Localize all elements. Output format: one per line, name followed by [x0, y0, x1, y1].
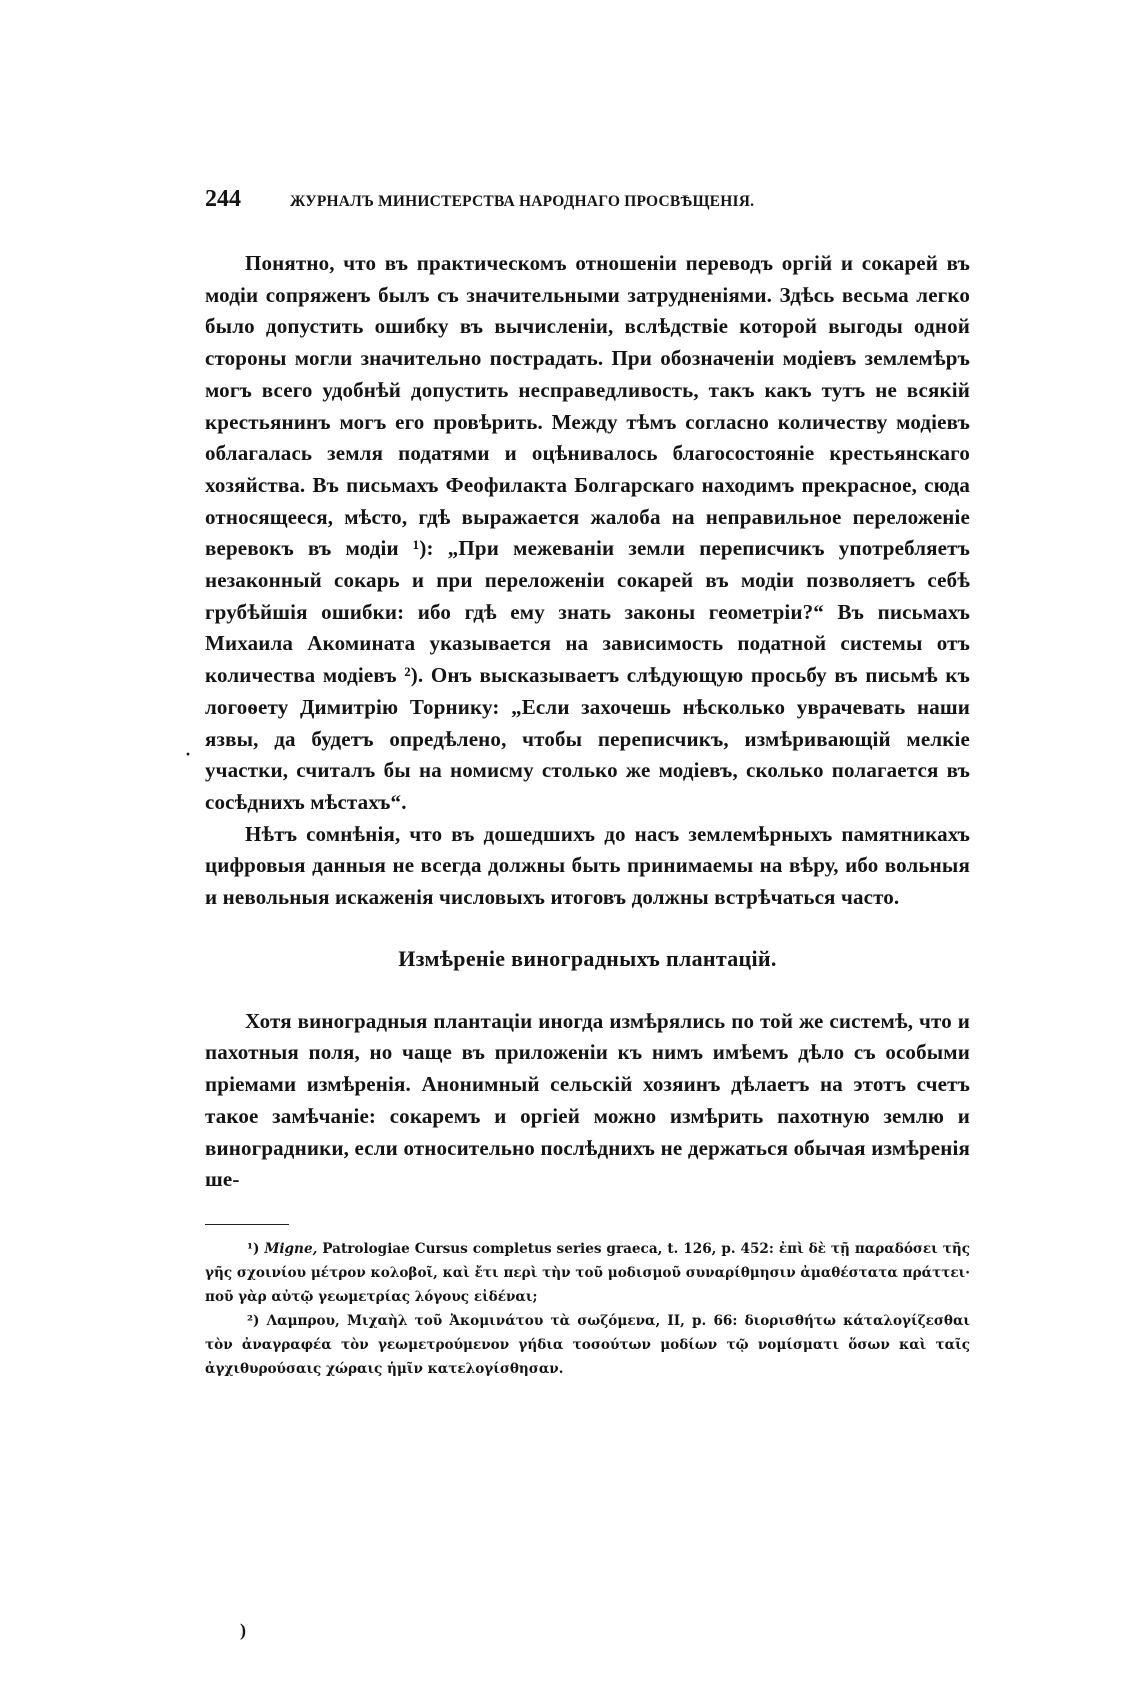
paragraph: Понятно, что въ практическомъ отношеніи переводъ оргій и сокарей въ модіи сопряженъ былъ съ значительными затрудненіями. Здѣсь весьма легко было допустить ошибку въ вычисленіи, вслѣдствіе которой выгоды одной стороны могли значительно пострадать. При обозначеніи модіевъ землемѣръ могъ всего удобнѣй допустить несправедливость, такъ какъ тутъ не всякій крестьянинъ могъ его провѣрить. Между тѣмъ согласно количеству модіевъ облагалась земля податями и оцѣнивалось благосостояніе крестьянскаго хозяйства. Въ письмахъ Феофилакта Болгарскаго находимъ прекрасное, сюда относящееся, мѣсто, гдѣ выражается жалоба на неправильное переложеніе веревокъ въ модіи ¹): „При межеваніи земли переписчикъ употребляетъ незаконный сокарь и при переложеніи сокарей въ модіи позволяетъ себѣ грубѣйшія ошибки: ибо гдѣ ему знать законы геометріи?“ Въ письмахъ Михаила Акомината указывается на зависимость податной системы отъ количества модіевъ ²). Онъ высказываетъ слѣдующую просьбу въ письмѣ къ логоѳету Димитрію Торнику: „Если захочешь нѣсколько уврачевать наши язвы, да будетъ опредѣлено, чтобы переписчикъ, измѣривающій мелкіе участки, считалъ бы на номисму столько же модіевъ, сколько полагается въ сосѣднихъ мѣстахъ“. [205, 251, 970, 814]
section-paragraph: Хотя виноградныя плантаціи иногда измѣрялись по той же системѣ, что и пахотныя поля, но чаще въ приложеніи къ нимъ имѣемъ дѣло съ особыми пріемами измѣренія. Анонимный сельскій хозяинъ дѣлаетъ на этотъ счетъ такое замѣчаніе: сокаремъ и оргіей можно измѣрить пахотную землю и виноградники, если относительно послѣднихъ не держаться обычая измѣренія ше- [205, 1008, 970, 1192]
paragraph: Нѣтъ сомнѣнія, что въ дошедшихъ до насъ землемѣрныхъ памятникахъ цифровыя данныя не всегда должны быть принимаемы на вѣру, ибо вольныя и невольныя искаженія числовыхъ итоговъ должны встрѣчаться часто. [205, 821, 970, 910]
footnote [205, 1237, 970, 1309]
footnote-divider [205, 1224, 289, 1225]
footnote-marker: ²) [247, 1312, 260, 1329]
footnote [205, 1309, 970, 1381]
running-title: ЖУРНАЛЪ МИНИСТЕРСТВА НАРОДНАГО ПРОСВѢЩЕНІЯ. [290, 193, 755, 210]
page-header [205, 186, 970, 218]
page [205, 186, 970, 1381]
page-number: 244 [205, 186, 241, 212]
bottom-mark: ) [240, 1620, 246, 1640]
footnote-text: Patrologiae Cursus completus series graeca, t. 126, p. 452: ἐπὶ δὲ τῇ παραδόσει τῆς γῆς σχοινίου μέτρον κολοβοῖ, καὶ ἔτι περὶ τὴν τοῦ μοδισμοῦ συναρίθμησιν ἀμαθέστατα πράττει· ποῦ γὰρ αὐτῷ γεωμετρίας λόγους εἰδέναι; [205, 1240, 971, 1305]
body-text [205, 248, 970, 914]
section-body [205, 1006, 970, 1196]
footnotes [205, 1237, 970, 1381]
footnote-marker: ¹) [247, 1240, 260, 1257]
margin-dot: · [185, 744, 192, 764]
footnote-text: Λαμπρου, Μιχαὴλ τοῦ Ἀκομινάτου τὰ σωζόμενα, II, p. 66: διορισθήτω κάταλογίζεσθαι τὸν ἀναγραφέα τὸν γεωμετρούμενον γήδια τοσούτων μοδίων τῷ νομίσματι ὅσων καὶ ταῖς ἀγχιθυρούσαις χώραις ἡμῖν κατελογίσθησαν. [205, 1312, 971, 1377]
section-heading: Измѣреніе виноградныхъ плантацій. [398, 945, 777, 971]
footnote-author: Migne, [264, 1240, 318, 1257]
